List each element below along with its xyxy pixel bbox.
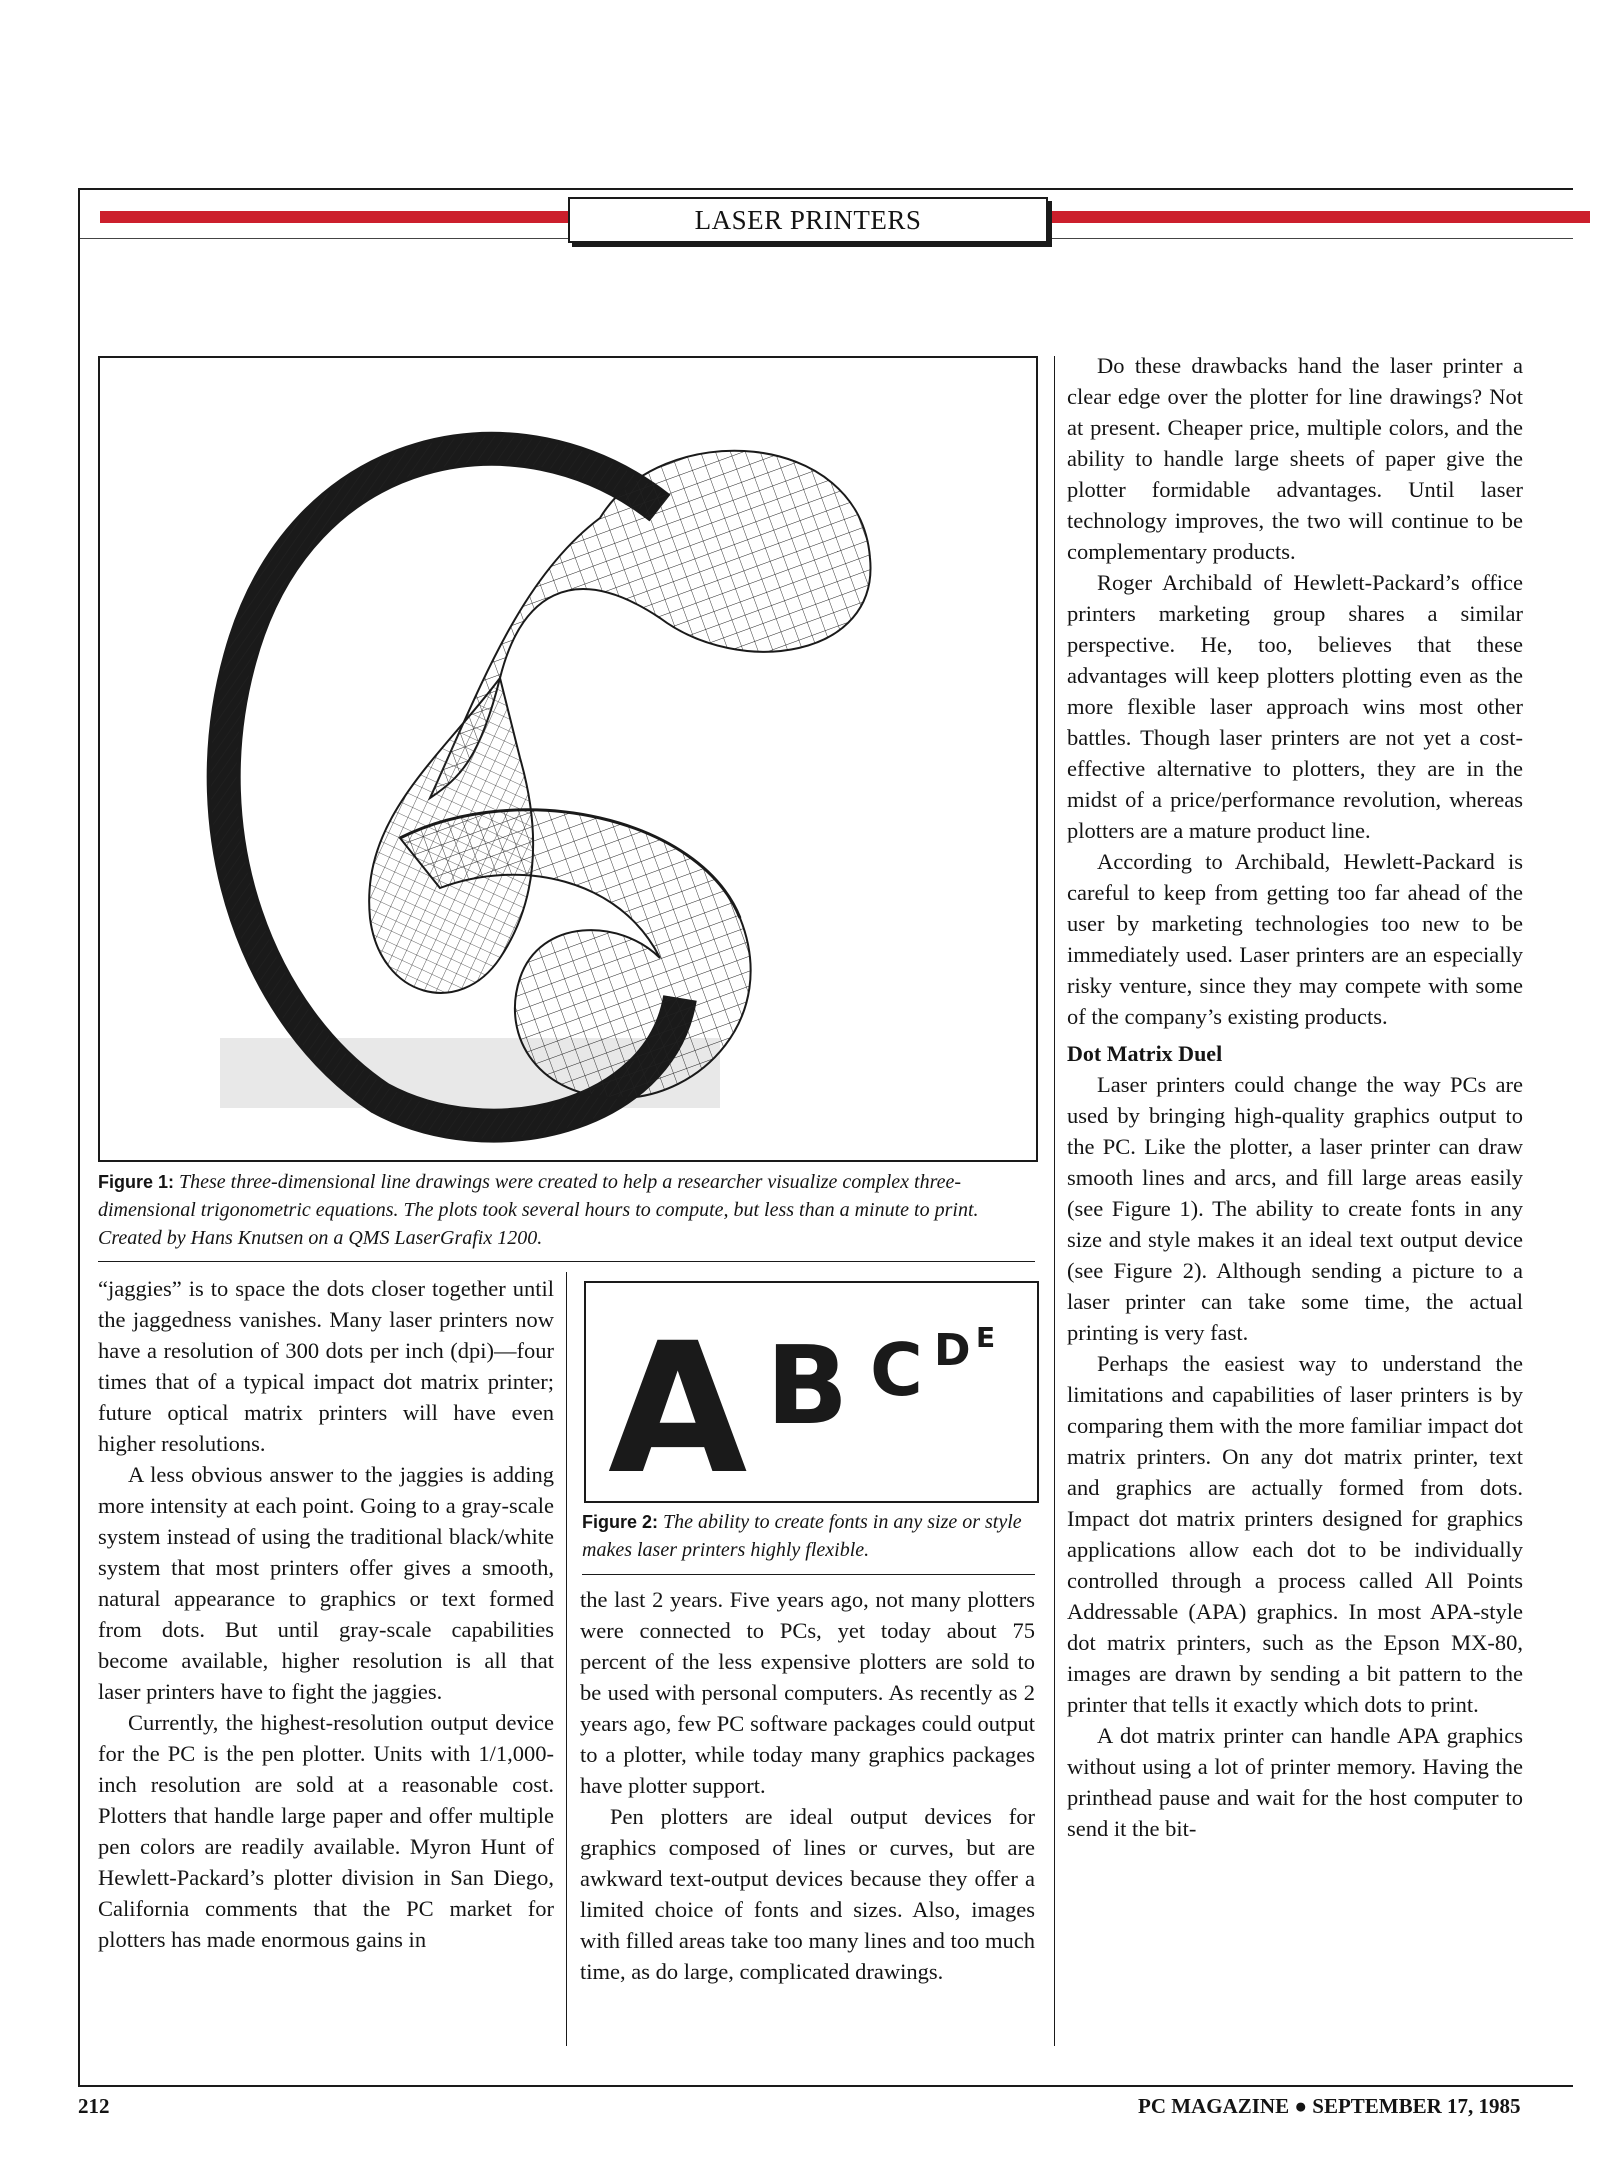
column-middle — [580, 1584, 1035, 1987]
column-right — [1067, 350, 1523, 1844]
bottom-rule — [78, 2085, 1573, 2087]
figure-2-caption-text: The ability to create fonts in any size or style makes laser printers highly flexible. — [582, 1511, 1022, 1561]
page-number: 212 — [78, 2094, 110, 2118]
figure-1-caption-rule — [98, 1261, 1035, 1262]
paragraph: A dot matrix printer can handle APA graphics without using a lot of printer memory. Having the printhead pause and wait for the host computer to send it the bit- — [1067, 1723, 1523, 1841]
top-rule — [78, 188, 1573, 190]
figure-1-caption — [98, 1168, 1033, 1252]
paragraph: “jaggies” is to space the dots closer together until the jaggedness vanishes. Many laser printers now have a resolution of 300 dots per inch (dpi)—four times that of a typical impact dot matrix printer; future optical matrix printers will have even higher resolutions. — [98, 1276, 554, 1456]
figure-2-caption — [582, 1508, 1037, 1564]
column-left — [98, 1273, 554, 1955]
paragraph: Pen plotters are ideal output devices for graphics composed of lines or curves, but are awkward text-output devices because they offer a limited choice of fonts and sizes. Also, images with filled areas take too many lines and too much time, as do large, complicated drawings. — [580, 1804, 1035, 1984]
section-header-box — [568, 197, 1048, 243]
paragraph: According to Archibald, Hewlett-Packard is careful to keep from getting too far ahead of the user by marketing technologies too new to be immediately used. Laser printers are an especially risky venture, since they may compete with some of the company’s existing products. — [1067, 849, 1523, 1029]
figure-2-letter-d: D — [934, 1325, 971, 1376]
figure-2-letter-c: C — [870, 1328, 923, 1412]
section-header-label: LASER PRINTERS — [694, 204, 922, 235]
figure-1-illustration — [100, 358, 1036, 1160]
publication-line: PC MAGAZINE ● SEPTEMBER 17, 1985 — [1138, 2094, 1521, 2118]
figure-2-letter-a: A — [608, 1305, 748, 1501]
figure-2-label: Figure 2: — [582, 1512, 659, 1532]
figure-1-label: Figure 1: — [98, 1172, 175, 1192]
figure-2-letter-b: B — [766, 1324, 849, 1449]
figure-2-frame — [584, 1281, 1039, 1503]
page-frame-left-rule — [78, 188, 80, 2086]
figure-2-letter-e: E — [976, 1321, 996, 1354]
paragraph: the last 2 years. Five years ago, not many plotters were connected to PCs, yet today about 75 percent of the less expensive plotters are sold to be used with personal computers. As recently as 2 years ago, few PC software packages could output to a plotter, while today many graphics packages have plotter support. — [580, 1587, 1035, 1798]
paragraph: Roger Archibald of Hewlett-Packard’s office printers marketing group shares a similar perspective. He, too, believes that these advantages will keep plotters plotting even as the more flexible laser approach wins most other battles. Though laser printers are not yet a cost-effective alternative to plotters, they are in the midst of a price/performance revolution, whereas plotters are a mature product line. — [1067, 570, 1523, 843]
subheading-dot-matrix-duel: Dot Matrix Duel — [1067, 1041, 1223, 1066]
figure-1-frame — [98, 356, 1038, 1162]
paragraph: Laser printers could change the way PCs are used by bringing high-quality graphics output to the PC. Like the plotter, a laser printer can draw smooth lines and arcs, and fill large areas easily (see Figure 1). The ability to create fonts in any size and style makes it an ideal text output device (see Figure 2). Although sending a picture to a laser printer can take some time, the actual printing is very fast. — [1067, 1072, 1523, 1345]
figure-2-caption-rule — [582, 1574, 1035, 1575]
paragraph: Currently, the highest-resolution output device for the PC is the pen plotter. Units with 1/1,000-inch resolution are sold at a reasonable cost. Plotters that handle large paper and offer multiple pen colors are readily available. Myron Hunt of Hewlett-Packard’s plotter division in San Diego, California comments that the PC market for plotters has made enormous gains in — [98, 1710, 554, 1952]
column-rule-middle — [566, 1272, 567, 2046]
paragraph: A less obvious answer to the jaggies is adding more intensity at each point. Going to a gray-scale system instead of using the traditional black/white system that most printers offer gives a smooth, natural appearance to graphics or text formed from dots. But until gray-scale capabilities become available, higher resolution is all that laser printers have to fight the jaggies. — [98, 1462, 554, 1704]
paragraph: Do these drawbacks hand the laser printer a clear edge over the plotter for line drawings? Not at present. Cheaper price, multiple colors, and the ability to handle large sheets of paper give the plotter formidable advantages. Until laser technology improves, the two will continue to be complementary products. — [1067, 353, 1523, 564]
figure-2-illustration — [586, 1283, 1037, 1501]
figure-1-caption-text: These three-dimensional line drawings were created to help a researcher visualize complex three-dimensional trigonometric equations. The plots took several hours to compute, but less than a minute to print. Created by Hans Knutsen on a QMS LaserGrafix 1200. — [98, 1171, 979, 1249]
column-rule-right — [1054, 356, 1055, 2046]
paragraph: Perhaps the easiest way to understand the limitations and capabilities of laser printers is by comparing them with the more familiar impact dot matrix printers. On any dot matrix printer, text and graphics are actually formed from dots. Impact dot matrix printers designed for graphics applications allow each dot to be individually controlled through a process called All Points Addressable (APA) graphics. In most APA-style dot matrix printers, such as the Epson MX-80, images are drawn by sending a bit pattern to the printer that tells it exactly which dots to print. — [1067, 1351, 1523, 1717]
